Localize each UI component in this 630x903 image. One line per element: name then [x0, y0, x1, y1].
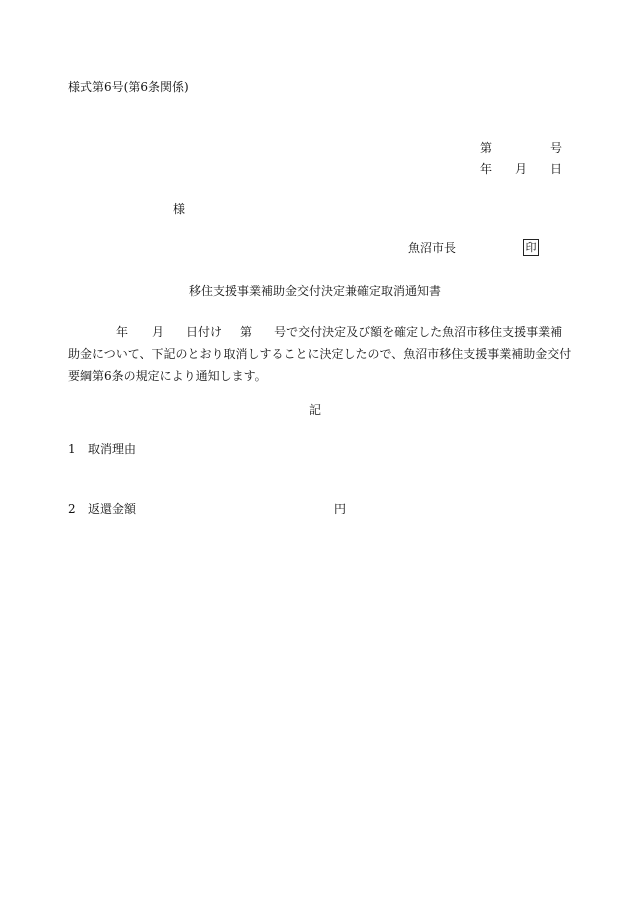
date-month: 月 [514, 162, 527, 176]
body-line-3: 要綱第6条の規定により通知します。 [68, 369, 267, 383]
date-year: 年 [480, 162, 493, 176]
record-mark: 記 [308, 403, 321, 417]
body-month: 月 [152, 325, 165, 339]
item-number: 1 [68, 442, 76, 456]
yen-unit: 円 [334, 502, 347, 516]
body-number-prefix: 第 [240, 325, 253, 339]
item-label: 返還金額 [88, 502, 137, 516]
body-line-1-rest: 号で交付決定及び額を確定した魚沼市移住支援事業補 [274, 325, 563, 339]
body-date-suffix: 日付け [186, 325, 223, 339]
document-number-prefix: 第 [480, 141, 493, 155]
recipient-honorific: 様 [173, 202, 186, 216]
body-line-1 [68, 321, 562, 343]
document-number [480, 142, 562, 154]
seal-mark: 印 [523, 239, 539, 256]
form-number: 様式第6号(第6条関係) [68, 80, 189, 94]
issuer-title: 魚沼市長 [408, 241, 457, 255]
item-refund-amount [68, 503, 136, 515]
date-day: 日 [549, 162, 562, 176]
document-number-suffix: 号 [549, 141, 562, 155]
item-number: 2 [68, 502, 76, 516]
item-cancellation-reason [68, 443, 136, 455]
item-label: 取消理由 [88, 442, 137, 456]
body-year: 年 [116, 325, 129, 339]
document-title: 移住支援事業補助金交付決定兼確定取消通知書 [188, 284, 441, 298]
notice-body [68, 321, 572, 387]
body-line-2: 助金について、下記のとおり取消しすることに決定したので、魚沼市移住支援事業補助金交付 [68, 347, 572, 361]
document-date [480, 163, 562, 175]
